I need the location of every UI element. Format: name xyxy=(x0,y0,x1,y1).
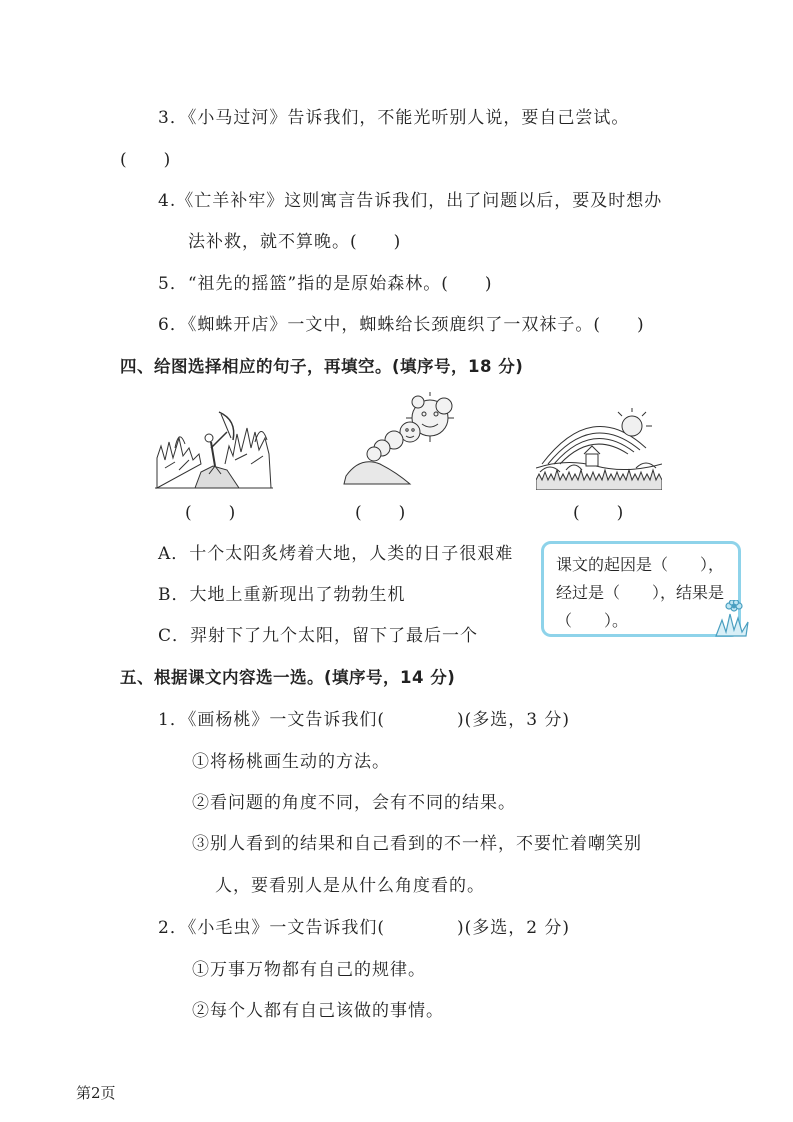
s5-q1-option2: ②看问题的角度不同，会有不同的结果。 xyxy=(192,793,516,813)
q6-text: 6．《蜘蛛开店》一文中，蜘蛛给长颈鹿织了一双袜子。( ) xyxy=(158,315,645,335)
q4-text-line1: 4.《亡羊补牢》这则寓言告诉我们，出了问题以后，要及时想办 xyxy=(158,191,663,211)
section5-heading: 五、根据课文内容选一选。(填序号，14 分) xyxy=(120,668,456,687)
flower-icon xyxy=(712,600,752,638)
note-line1: 课文的起因是（ ）， xyxy=(556,555,725,574)
note-line2: 经过是（ ），结果是 xyxy=(556,583,725,602)
story-structure-box xyxy=(541,541,741,637)
option-c: C．羿射下了九个太阳，留下了最后一个 xyxy=(158,626,479,646)
picture3-answer-paren[interactable]: ( ) xyxy=(573,503,625,523)
s5-q1-stem: 1．《画杨桃》一文告诉我们( )(多选，3 分) xyxy=(158,710,571,730)
option-a: A．十个太阳炙烤着大地，人类的日子很艰难 xyxy=(158,544,514,564)
q5-text: 5．“祖先的摇篮”指的是原始森林。( ) xyxy=(158,274,493,294)
picture1-answer-paren[interactable]: ( ) xyxy=(185,503,237,523)
picture2-answer-paren[interactable]: ( ) xyxy=(355,503,407,523)
archer-picture xyxy=(155,398,273,490)
q3-answer-paren[interactable]: ( ) xyxy=(120,150,172,170)
s5-q1-option3: ③别人看到的结果和自己看到的不一样，不要忙着嘲笑别 xyxy=(192,834,642,854)
rainbow-picture xyxy=(536,408,662,490)
section4-heading: 四、给图选择相应的句子，再填空。(填序号，18 分) xyxy=(120,357,524,376)
q4-text-line2: 法补救，就不算晚。( ) xyxy=(188,232,402,252)
note-line3: （ ）。 xyxy=(556,611,629,630)
page-number: 第2页 xyxy=(76,1084,116,1102)
suns-picture xyxy=(340,392,462,490)
s5-q1-option1: ①将杨桃画生动的方法。 xyxy=(192,752,390,772)
q3-text: 3．《小马过河》告诉我们，不能光听别人说，要自己尝试。 xyxy=(158,108,630,128)
s5-q2-option2: ②每个人都有自己该做的事情。 xyxy=(192,1001,444,1021)
option-b: B．大地上重新现出了勃勃生机 xyxy=(158,585,406,605)
s5-q2-stem: 2．《小毛虫》一文告诉我们( )(多选，2 分) xyxy=(158,918,571,938)
s5-q2-option1: ①万事万物都有自己的规律。 xyxy=(192,960,426,980)
s5-q1-option3-cont: 人，要看别人是从什么角度看的。 xyxy=(215,876,485,896)
